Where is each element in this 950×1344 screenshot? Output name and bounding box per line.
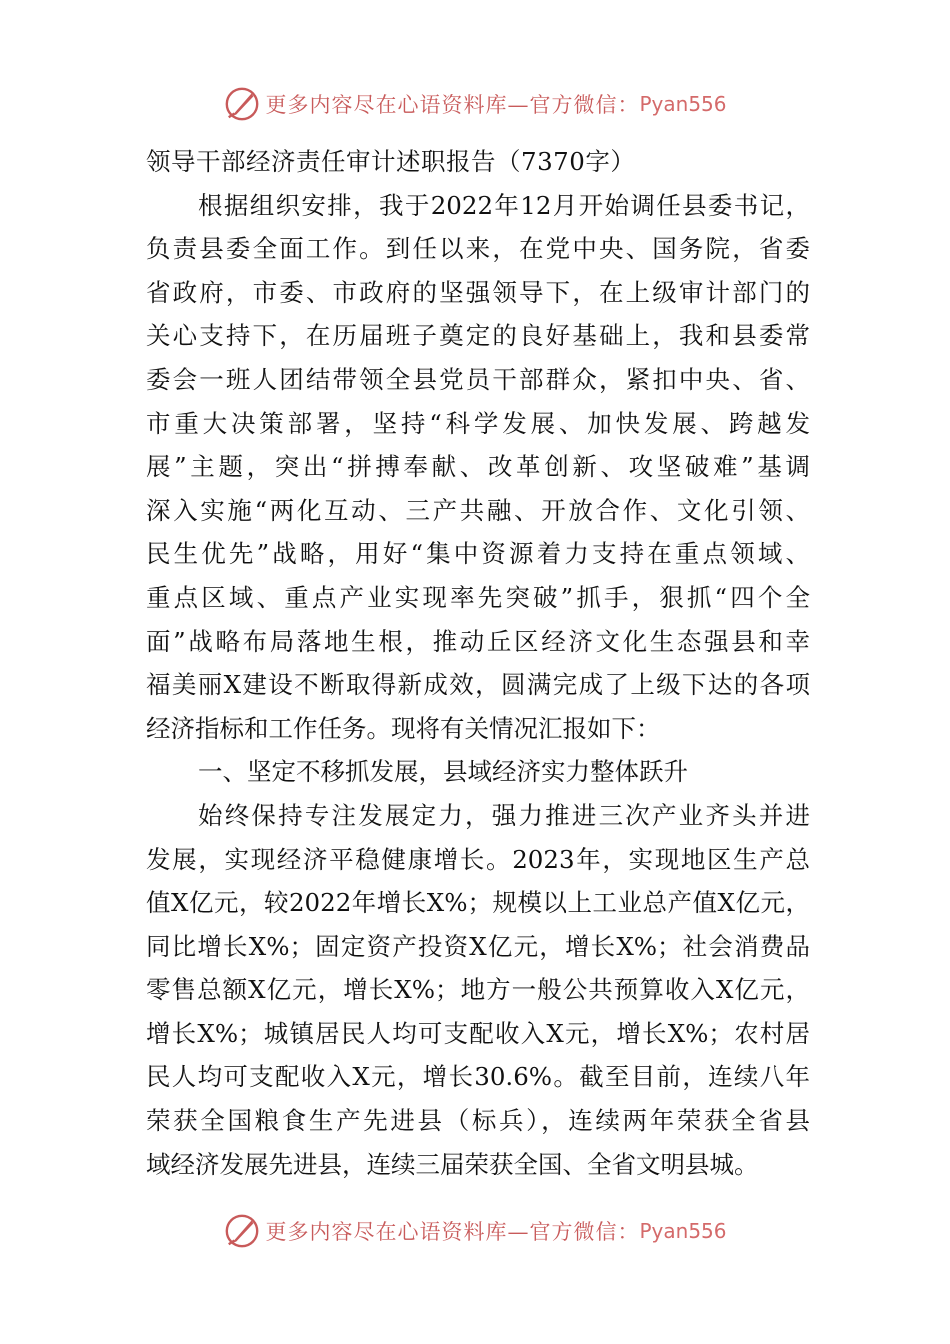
paragraph-line: 零售总额X亿元，增长X%；地方一般公共预算收入X亿元，: [146, 975, 810, 1005]
paragraph-1: [146, 184, 810, 751]
paragraph-line: 省政府，市委、市政府的坚强领导下，在上级审计部门的: [146, 277, 810, 307]
watermark-wechat-id: Pyan556: [639, 1219, 727, 1243]
paragraph-line: 同比增长X%；固定资产投资X亿元，增长X%；社会消费品: [146, 931, 810, 961]
section-heading: 一、坚定不移抓发展，县域经济实力整体跃升: [198, 757, 688, 787]
watermark-footer: [0, 1211, 950, 1251]
paragraph-line: 委会一班人团结带领全县党员干部群众，紧扣中央、省、: [146, 364, 810, 394]
paragraph-line: 深入实施“两化互动、三产共融、开放合作、文化引领、: [146, 495, 810, 525]
watermark-text: 更多内容尽在心语资料库—官方微信：: [265, 1220, 640, 1244]
watermark-wechat-id: Pyan556: [639, 92, 727, 116]
paragraph-line: 面”战略布局落地生根，推动丘区经济文化生态强县和幸: [146, 626, 810, 656]
paragraph-line: 增长X%；城镇居民人均可支配收入X元，增长X%；农村居: [146, 1018, 810, 1048]
paragraph-line: 关心支持下，在历届班子奠定的良好基础上，我和县委常: [146, 321, 810, 351]
watermark-header: [0, 84, 950, 124]
quill-logo-icon: [223, 1212, 261, 1250]
document-body: [146, 140, 810, 1186]
document-title: 领导干部经济责任审计述职报告（7370字）: [146, 147, 636, 176]
quill-logo-icon: [223, 85, 261, 123]
paragraph-line: 域经济发展先进县，连续三届荣获全国、全省文明县城。: [146, 1149, 759, 1179]
paragraph-line: 福美丽X建设不断取得新成效，圆满完成了上级下达的各项: [146, 670, 810, 700]
watermark-text: 更多内容尽在心语资料库—官方微信：: [265, 93, 640, 117]
paragraph-line: 荣获全国粮食生产先进县（标兵），连续两年荣获全省县: [146, 1106, 810, 1136]
paragraph-line: 根据组织安排，我于2022年12月开始调任县委书记，: [198, 190, 810, 220]
paragraph-line: 发展，实现经济平稳健康增长。2023年，实现地区生产总: [146, 844, 810, 874]
paragraph-line: 民人均可支配收入X元，增长30.6%。截至目前，连续八年: [146, 1062, 810, 1092]
paragraph-line: 值X亿元，较2022年增长X%；规模以上工业总产值X亿元，: [146, 888, 810, 918]
paragraph-line: 始终保持专注发展定力，强力推进三次产业齐头并进: [198, 800, 810, 830]
paragraph-line: 负责县委全面工作。到任以来，在党中央、国务院，省委: [146, 234, 810, 264]
paragraph-line: 展”主题，突出“拼搏奉献、改革创新、攻坚破难”基调: [146, 452, 810, 482]
paragraph-line: 市重大决策部署，坚持“科学发展、加快发展、跨越发: [146, 408, 810, 438]
paragraph-2: [146, 794, 810, 1186]
paragraph-line: 民生优先”战略，用好“集中资源着力支持在重点领域、: [146, 539, 810, 569]
paragraph-line: 重点区域、重点产业实现率先突破”抓手，狠抓“四个全: [146, 582, 810, 612]
paragraph-line: 经济指标和工作任务。现将有关情况汇报如下：: [146, 713, 661, 743]
